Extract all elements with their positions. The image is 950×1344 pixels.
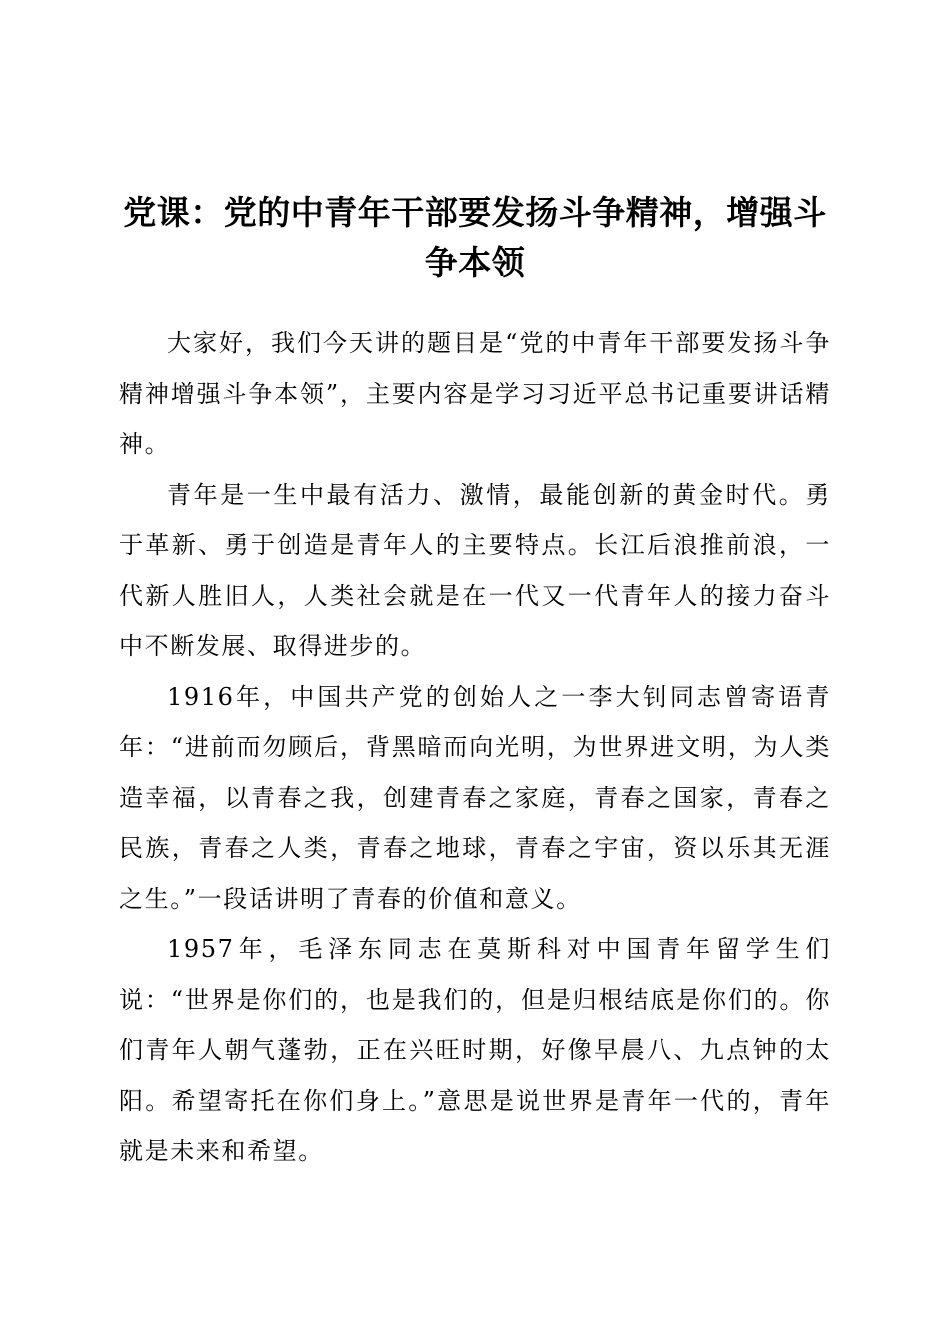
paragraph-youth: 青年是一生中最有活力、激情，最能创新的黄金时代。勇于革新、勇于创造是青年人的主要特点。长江后浪推前浪，一代新人胜旧人，人类社会就是在一代又一代青年人的接力奋斗中不断发展、取得进步的。 [119,480,831,660]
paragraph-intro: 大家好，我们今天讲的题目是“党的中青年干部要发扬斗争精神增强斗争本领”，主要内容是学习习近平总书记重要讲话精神。 [119,329,831,458]
document-body [119,318,831,1177]
paragraph-mao-quote: 1957年，毛泽东同志在莫斯科对中国青年留学生们说：“世界是你们的，也是我们的，但是归根结底是你们的。你们青年人朝气蓬勃，正在兴旺时期，好像早晨八、九点钟的太阳。希望寄托在你们身上。”意思是说世界是青年一代的，青年就是未来和希望。 [119,935,831,1165]
paragraph-li-dazhao-quote: 1916年，中国共产党的创始人之一李大钊同志曾寄语青年：“进前而勿顾后，背黑暗而向光明，为世界进文明，为人类造幸福，以青春之我，创建青春之家庭，青春之国家，青春之民族，青春之人类，青春之地球，青春之宇宙，资以乐其无涯之生。”一段话讲明了青春的价值和意义。 [119,682,831,913]
document-title: 党课：党的中青年干部要发扬斗争精神，增强斗争本领 [123,193,827,282]
